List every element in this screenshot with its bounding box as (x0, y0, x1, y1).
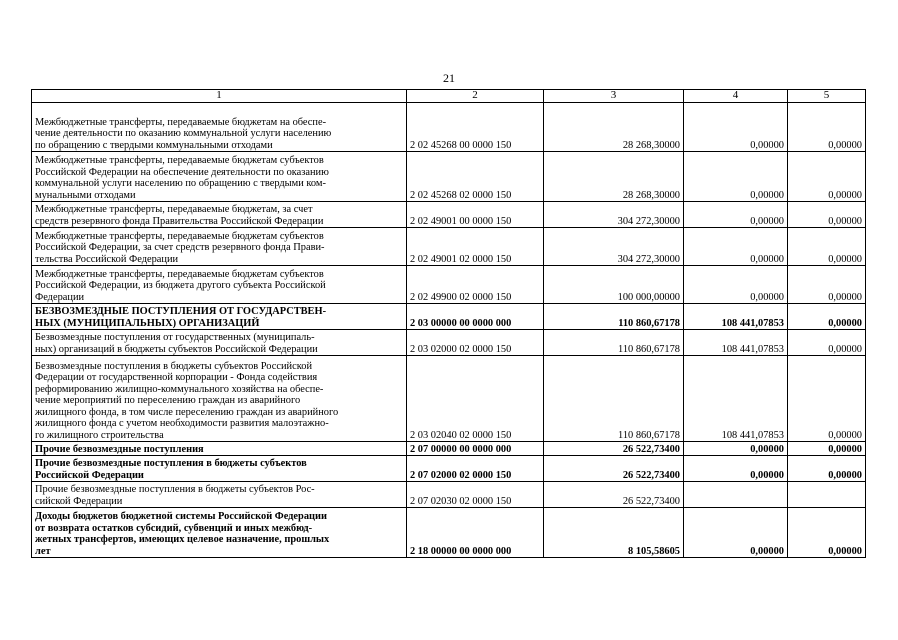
description-line: реформированию жилищно-коммунального хозяйства на обеспе- (35, 383, 324, 395)
description-line: Прочие безвозмездные поступления в бюджеты субъектов (35, 458, 307, 469)
amount-column-4: 0,00000 (684, 202, 788, 228)
budget-classification-code: 2 02 49001 02 0000 150 (407, 228, 544, 266)
row-description (32, 266, 407, 304)
budget-classification-code: 2 07 02000 02 0000 150 (407, 456, 544, 482)
description-line: ных) организаций в бюджеты субъектов Российской Федерации (35, 343, 318, 355)
description-line: НЫХ (МУНИЦИПАЛЬНЫХ) ОРГАНИЗАЦИЙ (35, 317, 260, 329)
amount-column-3: 26 522,73400 (544, 482, 684, 508)
description-line: БЕЗВОЗМЕЗДНЫЕ ПОСТУПЛЕНИЯ ОТ ГОСУДАРСТВЕН- (35, 306, 327, 317)
amount-column-3: 110 860,67178 (544, 304, 684, 330)
amount-column-3: 28 268,30000 (544, 152, 684, 202)
description-line: от возврата остатков субсидий, субвенций и иных межбюд- (35, 522, 313, 534)
row-description (32, 442, 407, 456)
description-line: Межбюджетные трансферты, передаваемые бюджетам субъектов (35, 155, 324, 166)
column-header: 3 (544, 90, 684, 103)
description-line: Прочие безвозмездные поступления в бюджеты субъектов Рос- (35, 484, 315, 495)
description-line: Доходы бюджетов бюджетной системы Российской Федерации (35, 511, 327, 522)
amount-column-5: 0,00000 (788, 508, 866, 558)
amount-column-4: 108 441,07853 (684, 304, 788, 330)
budget-classification-code: 2 03 02000 02 0000 150 (407, 330, 544, 356)
amount-column-5: 0,00000 (788, 152, 866, 202)
amount-column-5: 0,00000 (788, 330, 866, 356)
row-description (32, 482, 407, 508)
amount-column-5: 0,00000 (788, 442, 866, 456)
column-header: 5 (788, 90, 866, 103)
table-row (32, 304, 866, 330)
row-description (32, 356, 407, 442)
amount-column-5: 0,00000 (788, 228, 866, 266)
amount-column-4 (684, 482, 788, 508)
amount-column-4: 108 441,07853 (684, 356, 788, 442)
table-row (32, 482, 866, 508)
table-row (32, 508, 866, 558)
amount-column-3: 100 000,00000 (544, 266, 684, 304)
description-line: средств резервного фонда Правительства Российской Федерации (35, 215, 324, 227)
amount-column-5: 0,00000 (788, 266, 866, 304)
description-line: Безвозмездные поступления от государственных (муниципаль- (35, 332, 315, 343)
description-line: сийской Федерации (35, 495, 123, 507)
description-line: жилищного фонда с учетом необходимости развития малоэтажно- (35, 418, 329, 429)
description-line: Российской Федерации (35, 469, 144, 481)
column-header: 1 (32, 90, 407, 103)
description-line: Российской Федерации, из бюджета другого субъекта Российской (35, 280, 326, 291)
description-line: Безвозмездные поступления в бюджеты субъектов Российской (35, 360, 312, 372)
amount-column-4: 0,00000 (684, 266, 788, 304)
budget-classification-code: 2 18 00000 00 0000 000 (407, 508, 544, 558)
budget-classification-code: 2 07 02030 02 0000 150 (407, 482, 544, 508)
amount-column-5: 0,00000 (788, 304, 866, 330)
row-description (32, 103, 407, 152)
amount-column-5: 0,00000 (788, 103, 866, 152)
table-row (32, 442, 866, 456)
description-line: Межбюджетные трансферты, передаваемые бюджетам на обеспе- (35, 116, 327, 128)
budget-revenue-table (31, 89, 866, 558)
column-number-header-row (32, 90, 866, 103)
column-header: 2 (407, 90, 544, 103)
description-line: Прочие безвозмездные поступления (35, 443, 204, 455)
amount-column-3: 110 860,67178 (544, 330, 684, 356)
table-row (32, 266, 866, 304)
amount-column-3: 26 522,73400 (544, 442, 684, 456)
amount-column-5: 0,00000 (788, 456, 866, 482)
amount-column-5: 0,00000 (788, 356, 866, 442)
row-description (32, 228, 407, 266)
amount-column-4: 0,00000 (684, 508, 788, 558)
budget-classification-code: 2 02 45268 00 0000 150 (407, 103, 544, 152)
description-line: Федерации (35, 291, 85, 303)
description-line: Межбюджетные трансферты, передаваемые бюджетам субъектов (35, 230, 324, 242)
amount-column-4: 0,00000 (684, 442, 788, 456)
amount-column-4: 0,00000 (684, 103, 788, 152)
description-line: Федерации от государственной корпорации - Фонда содействия (35, 372, 318, 383)
amount-column-3: 110 860,67178 (544, 356, 684, 442)
description-line: по обращению с твердыми коммунальными отходами (35, 139, 273, 151)
description-line: Межбюджетные трансферты, передаваемые бюджетам субъектов (35, 268, 324, 280)
amount-column-5 (788, 482, 866, 508)
budget-classification-code: 2 03 00000 00 0000 000 (407, 304, 544, 330)
amount-column-4: 108 441,07853 (684, 330, 788, 356)
description-line: жилищного фонда, в том числе переселению граждан из аварийного (35, 406, 339, 418)
amount-column-3: 304 272,30000 (544, 228, 684, 266)
description-line: Межбюджетные трансферты, передаваемые бюджетам, за счет (35, 204, 313, 215)
amount-column-5: 0,00000 (788, 202, 866, 228)
amount-column-3: 28 268,30000 (544, 103, 684, 152)
budget-classification-code: 2 03 02040 02 0000 150 (407, 356, 544, 442)
row-description (32, 456, 407, 482)
table-row (32, 152, 866, 202)
row-description (32, 202, 407, 228)
description-line: чение мероприятий по переселению граждан из аварийного (35, 395, 301, 406)
budget-classification-code: 2 02 49001 00 0000 150 (407, 202, 544, 228)
amount-column-4: 0,00000 (684, 152, 788, 202)
description-line: коммунальной услуги населению по обращению с твердыми ком- (35, 178, 326, 189)
description-line: Российской Федерации, за счет средств резервного фонда Прави- (35, 242, 325, 253)
row-description (32, 304, 407, 330)
description-line: жетных трансфертов, имеющих целевое назначение, прошлых (35, 534, 330, 545)
column-header: 4 (684, 90, 788, 103)
table-row (32, 330, 866, 356)
table-row (32, 228, 866, 266)
table-row (32, 356, 866, 442)
budget-classification-code: 2 07 00000 00 0000 000 (407, 442, 544, 456)
page-number: 21 (443, 71, 455, 85)
description-line: мунальными отходами (35, 189, 136, 201)
description-line: Российской Федерации на обеспечение деятельности по оказанию (35, 166, 329, 178)
amount-column-3: 304 272,30000 (544, 202, 684, 228)
table-row (32, 202, 866, 228)
budget-classification-code: 2 02 49900 02 0000 150 (407, 266, 544, 304)
budget-classification-code: 2 02 45268 02 0000 150 (407, 152, 544, 202)
amount-column-4: 0,00000 (684, 228, 788, 266)
row-description (32, 152, 407, 202)
description-line: го жилищного строительства (35, 429, 164, 441)
amount-column-4: 0,00000 (684, 456, 788, 482)
amount-column-3: 8 105,58605 (544, 508, 684, 558)
table-row (32, 103, 866, 152)
table-row (32, 456, 866, 482)
description-line: тельства Российской Федерации (35, 253, 179, 265)
row-description (32, 508, 407, 558)
description-line: лет (35, 545, 51, 557)
amount-column-3: 26 522,73400 (544, 456, 684, 482)
description-line: чение деятельности по оказанию коммунальной услуги населению (35, 128, 332, 139)
row-description (32, 330, 407, 356)
